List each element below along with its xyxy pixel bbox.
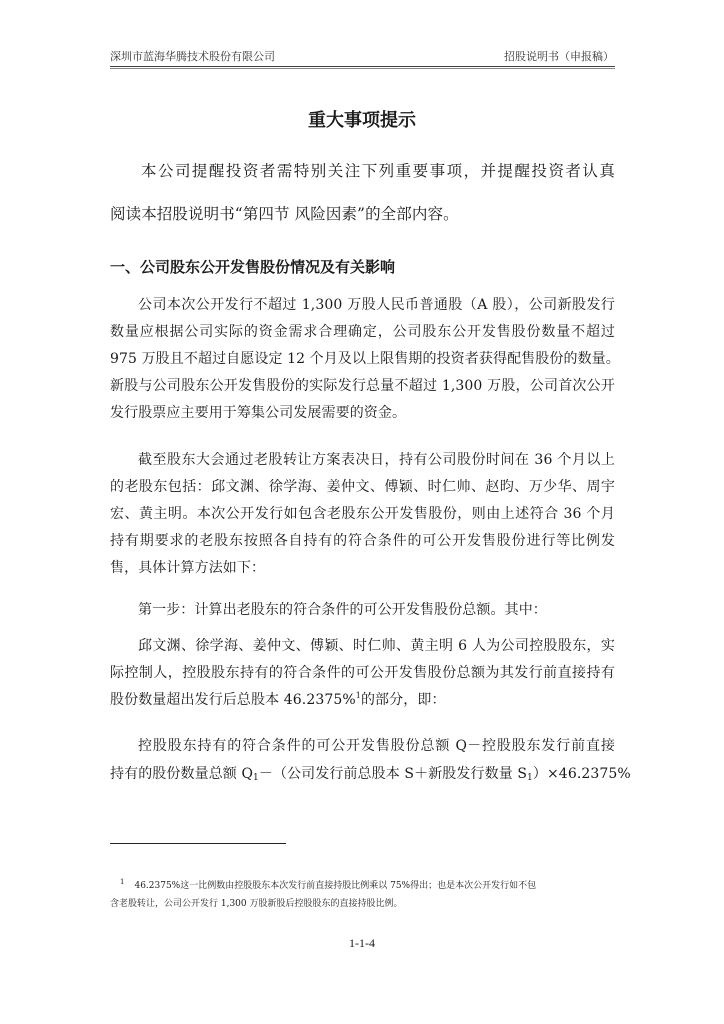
para2-line-3: 宏、黄主明。本次公开发行如包含老股东公开发售股份，则由上述符合 36 个月 (110, 506, 615, 522)
para5-line-2 (110, 764, 631, 784)
header-rule (110, 66, 615, 67)
para1-line-4: 新股与公司股东公开发售股份的实际发行总量不超过 1,300 万股，公司首次公开 (110, 378, 615, 394)
para4-line-3-tail: 的部分，即： (360, 692, 446, 708)
formula-part-2: －（公司发行前总股本 S＋新股发行数量 S (258, 766, 528, 782)
footnote-line-2: 含老股转让，公司公开发行 1,300 万股新股后控股股东的直接持股比例。 (110, 899, 403, 909)
para5-line-1: 控股股东持有的符合条件的可公开发售股份总额 Q－控股股东发行前直接 (138, 738, 615, 754)
para1-line-1: 公司本次公开发行不超过 1,300 万股人民币普通股（A 股），公司新股发行 (138, 297, 615, 313)
intro-line-1: 本公司提醒投资者需特别关注下列重要事项，并提醒投资者认真 (141, 162, 615, 180)
formula-subscript-q1: 1 (253, 773, 259, 783)
page-title: 重大事项提示 (308, 110, 416, 131)
para2-line-4: 持有期要求的老股东按照各自持有的符合条件的可公开发售股份进行等比例发 (110, 533, 615, 549)
header-document-type: 招股说明书（申报稿） (504, 50, 614, 63)
footnote-reference: 1 (355, 691, 361, 700)
para3-line: 第一步：计算出老股东的符合条件的可公开发售股份总额。其中： (138, 602, 547, 618)
footnote-text-1: 46.2375%这一比例数由控股股东本次发行前直接持股比例乘以 75%得出；也是本次公开发行如不包 (134, 881, 537, 891)
formula-part-1: 持有的股份数量总额 Q (110, 766, 254, 782)
section-heading: 一、公司股东公开发售股份情况及有关影响 (110, 258, 396, 276)
para1-line-3: 975 万股且不超过自愿设定 12 个月及以上限售期的投资者获得配售股份的数量。 (110, 351, 620, 367)
formula-subscript-s1: 1 (527, 773, 533, 783)
para1-line-5: 发行股票应主要用于筹集公司发展需要的资金。 (110, 405, 407, 421)
footnote-rule (110, 843, 286, 844)
para4-line-3 (110, 690, 615, 710)
para4-line-2: 际控制人，控股股东持有的符合条件的可公开发售股份总额为其发行前直接持有 (110, 665, 615, 681)
para2-line-1: 截至股东大会通过老股转让方案表决日，持有公司股份时间在 36 个月以上 (138, 452, 615, 468)
para4-line-1: 邱文渊、徐学海、姜仲文、傅颖、时仁帅、黄主明 6 人为公司控股股东，实 (138, 638, 615, 654)
para2-line-5: 售，具体计算方法如下： (110, 560, 266, 576)
footnote-mark: 1 (120, 878, 125, 886)
footnote-line-1 (110, 875, 615, 893)
header-rule-thin (110, 68, 615, 69)
page-number: 1-1-4 (349, 936, 375, 950)
para1-line-2: 数量应根据公司实际的资金需求合理确定，公司股东公开发售股份数量不超过 (110, 324, 615, 340)
formula-part-3: ）×46.2375% (532, 766, 631, 782)
para4-line-3-text: 股份数量超出发行后总股本 46.2375% (110, 692, 356, 708)
para2-line-2: 的老股东包括：邱文渊、徐学海、姜仲文、傅颖、时仁帅、赵昀、万少华、周宇 (110, 479, 615, 495)
header-company-name: 深圳市蓝海华腾技术股份有限公司 (110, 50, 275, 63)
intro-line-2: 阅读本招股说明书“第四节 风险因素”的全部内容。 (110, 205, 459, 223)
